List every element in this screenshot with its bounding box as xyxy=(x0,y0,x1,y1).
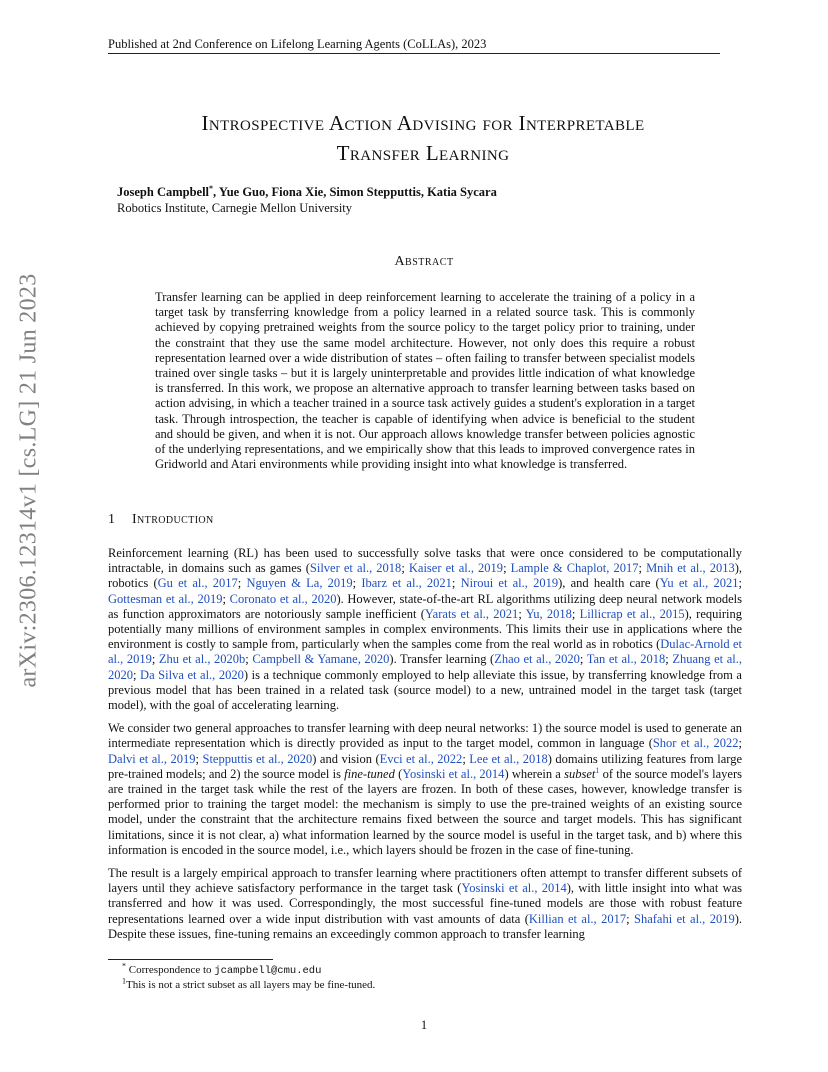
affiliation: Robotics Institute, Carnegie Mellon University xyxy=(117,201,353,215)
text-run: ; xyxy=(638,561,647,576)
text-run: ; xyxy=(571,606,580,621)
footnote-1-text: This is not a strict subset as all layers may be fine-tuned. xyxy=(126,979,376,991)
citation-link[interactable]: Yu et al., 2021 xyxy=(659,576,739,591)
footnotes xyxy=(108,963,742,992)
citation-link[interactable]: Zhuang et al., 2020 xyxy=(108,652,742,682)
citation-link[interactable]: Nguyen & La, 2019 xyxy=(246,576,353,591)
emphasis: fine-tuned xyxy=(344,766,395,781)
text-run: ; xyxy=(133,667,141,682)
section-heading xyxy=(108,512,508,528)
abstract-text: Transfer learning can be applied in deep reinforcement learning to accelerate the training of a policy in a target task by transferring knowledge from a policy learned in a related source task. This is commonly achieved by copying pretrained weights from the source policy to the target policy prior to training, under the constraint that they use the same model architecture. However, not only does this require a robust representation learned over a wide distribution of states – often failing to transfer between specialist models trained over single tasks – but it is largely uninterpretable and provides little indication of what knowledge is transferred. In this work, we propose an alternative approach to transfer learning between tasks based on action advising, in which a teacher trained in a source task actively guides a student's exploration in a target task. Through introspection, the teacher is capable of identifying when advice is beneficial to the student and should be given, and when it is not. Our approach allows knowledge transfer between policies agnostic of the underlying representations, and we empirically show that this leads to improved convergence rates in Gridworld and Atari environments while providing insight into what knowledge is transferred. xyxy=(155,290,695,472)
arxiv-identifier: arXiv:2306.12314v1 [cs.LG] 21 Jun 2023 xyxy=(15,272,42,688)
body-text xyxy=(108,546,742,950)
title-line-1: Introspective Action Advising for Interpretable xyxy=(201,111,645,135)
footnote-star-text: Correspondence to xyxy=(128,964,215,976)
paper-title xyxy=(108,108,738,168)
citation-link[interactable]: Yarats et al., 2021 xyxy=(424,606,519,621)
author-rest: , Yue Guo, Fiona Xie, Simon Stepputtis, Katia Sycara xyxy=(213,185,497,199)
text-run: ; xyxy=(738,736,742,751)
section-number: 1 xyxy=(108,512,116,527)
text-run: ; xyxy=(401,561,409,576)
citation-link[interactable]: Dalvi et al., 2019 xyxy=(108,751,196,766)
author-first: Joseph Campbell xyxy=(117,185,210,199)
text-run: ( xyxy=(394,766,403,781)
citation-link[interactable]: Lee et al., 2018 xyxy=(469,751,548,766)
text-run: ). However, state-of-the-art RL algorithms utilizing deep neural network models as function approximators are notoriously sample inefficient ( xyxy=(108,591,742,621)
footnote-correspondence xyxy=(108,963,742,978)
correspondence-email[interactable]: jcampbell@cmu.edu xyxy=(214,965,322,977)
author-names xyxy=(117,184,717,200)
title-line-2: Transfer Learning xyxy=(336,141,510,165)
correspondence-mark: * xyxy=(209,183,214,193)
citation-link[interactable]: Coronato et al., 2020 xyxy=(229,591,337,606)
abstract-heading: Abstract xyxy=(394,254,454,269)
text-run: ), with little insight into what was transferred and how it was used. Correspondingly, the most successful fine-tuned models are those with robust feature representations learned over a wide input distribution with vast amounts of data ( xyxy=(108,881,743,926)
text-run: ; xyxy=(195,751,203,766)
section-title: Introduction xyxy=(132,512,214,527)
text-run: ; xyxy=(503,561,511,576)
text-run: ), requiring potentially many millions of environment samples in complex environments. This limits their use in applications where the environment is costly to sample from, particularly when the samples come from the real world as in robotics ( xyxy=(108,606,742,652)
citation-link[interactable]: Yu, 2018 xyxy=(525,606,572,621)
citation-link[interactable]: Gottesman et al., 2019 xyxy=(108,591,223,606)
running-header: Published at 2nd Conference on Lifelong Learning Agents (CoLLAs), 2023 xyxy=(108,37,487,51)
citation-link[interactable]: Dulac-Arnold et al., 2019 xyxy=(108,637,742,667)
header-rule xyxy=(108,53,720,54)
text-run: ; xyxy=(237,576,247,591)
text-run: ; xyxy=(665,652,673,667)
citation-link[interactable]: Lample & Chaplot, 2017 xyxy=(510,561,639,576)
footnote-star-mark: * xyxy=(122,961,126,971)
citation-link[interactable]: Yosinski et al., 2014 xyxy=(402,766,505,781)
text-run: ; xyxy=(451,576,461,591)
text-run: ; xyxy=(151,652,159,667)
citation-link[interactable]: Zhu et al., 2020b xyxy=(158,652,246,667)
text-run: ; xyxy=(352,576,362,591)
text-run: ; xyxy=(738,576,742,591)
author-block xyxy=(117,184,717,216)
citation-link[interactable]: Ibarz et al., 2021 xyxy=(361,576,452,591)
text-run: ) domains utilizing features from large pre-trained models; and 2) the source model is xyxy=(108,751,742,781)
text-run: ) wherein a xyxy=(504,766,565,781)
text-run: ) and vision ( xyxy=(312,751,380,766)
citation-link[interactable]: Evci et al., 2022 xyxy=(379,751,463,766)
page-number: 1 xyxy=(420,1018,428,1032)
footnote-1-mark: 1 xyxy=(122,976,126,986)
arxiv-sidebar xyxy=(14,272,44,688)
footnote-ref[interactable]: 1 xyxy=(595,765,600,775)
text-run: ; xyxy=(245,652,253,667)
citation-link[interactable]: Shafahi et al., 2019 xyxy=(634,911,735,926)
footnote-1 xyxy=(108,978,742,992)
emphasis: subset xyxy=(564,766,596,781)
paragraph xyxy=(108,546,742,713)
citation-link[interactable]: Kaiser et al., 2019 xyxy=(408,561,504,576)
paragraph xyxy=(108,866,742,942)
citation-link[interactable]: Shor et al., 2022 xyxy=(652,736,739,751)
footnote-rule xyxy=(108,959,273,960)
text-run: ; xyxy=(222,591,230,606)
citation-link[interactable]: Mnih et al., 2013 xyxy=(646,561,735,576)
text-run: ; xyxy=(462,751,470,766)
citation-link[interactable]: Stepputtis et al., 2020 xyxy=(202,751,313,766)
citation-link[interactable]: Lillicrap et al., 2015 xyxy=(579,606,685,621)
text-run: ; xyxy=(518,606,526,621)
citation-link[interactable]: Killian et al., 2017 xyxy=(528,911,627,926)
citation-link[interactable]: Zhao et al., 2020 xyxy=(494,652,580,667)
text-run: of the source model's layers are trained in the target task while the rest of the layers are frozen. In both of these cases, however, knowledge transfer is performed prior to training the target model: the mechanism is simply to use the pre-trained weights of an existing source model, under the constraint that the architecture remains fixed between the source and target models. This has significant limitations, since it is not clear, a) what information learned by the source model is useful in the target task, and b) where this information is encoded in the source model, i.e., which layers should be frozen in the case of fine-tuning. xyxy=(108,766,742,857)
citation-link[interactable]: Niroui et al., 2019 xyxy=(460,576,559,591)
citation-link[interactable]: Da Silva et al., 2020 xyxy=(140,667,244,682)
citation-link[interactable]: Yosinski et al., 2014 xyxy=(461,881,567,896)
text-run: Reinforcement learning (RL) has been used to successfully solve tasks that were once considered to be computationally intractable, in domains such as games ( xyxy=(108,546,742,576)
citation-link[interactable]: Campbell & Yamane, 2020 xyxy=(252,652,390,667)
text-run: ). Transfer learning ( xyxy=(389,652,495,667)
text-run: ; xyxy=(626,911,634,926)
paragraph xyxy=(108,721,742,858)
text-run: ; xyxy=(579,652,587,667)
text-run: ). Despite these issues, fine-tuning remains an exceedingly common approach to transfer learning xyxy=(108,911,742,941)
citation-link[interactable]: Tan et al., 2018 xyxy=(586,652,666,667)
text-run: The result is a largely empirical approach to transfer learning where practitioners often attempt to transfer different subsets of layers until they achieve satisfactory performance in the target task ( xyxy=(108,866,742,896)
citation-link[interactable]: Gu et al., 2017 xyxy=(157,576,238,591)
text-run: ), robotics ( xyxy=(108,561,742,591)
text-run: ), and health care ( xyxy=(558,576,660,591)
text-run: ) is a technique commonly employed to help alleviate this issue, by transferring knowledge from a previous model that has been trained in a related task (source model) to a new, untrained model in the target task (target model), with the goal of accelerating learning. xyxy=(108,667,742,713)
citation-link[interactable]: Silver et al., 2018 xyxy=(309,561,402,576)
text-run: We consider two general approaches to transfer learning with deep neural networks: 1) the source model is used to generate an intermediate representation which is directly provided as input to the target model, common in language ( xyxy=(108,721,742,751)
